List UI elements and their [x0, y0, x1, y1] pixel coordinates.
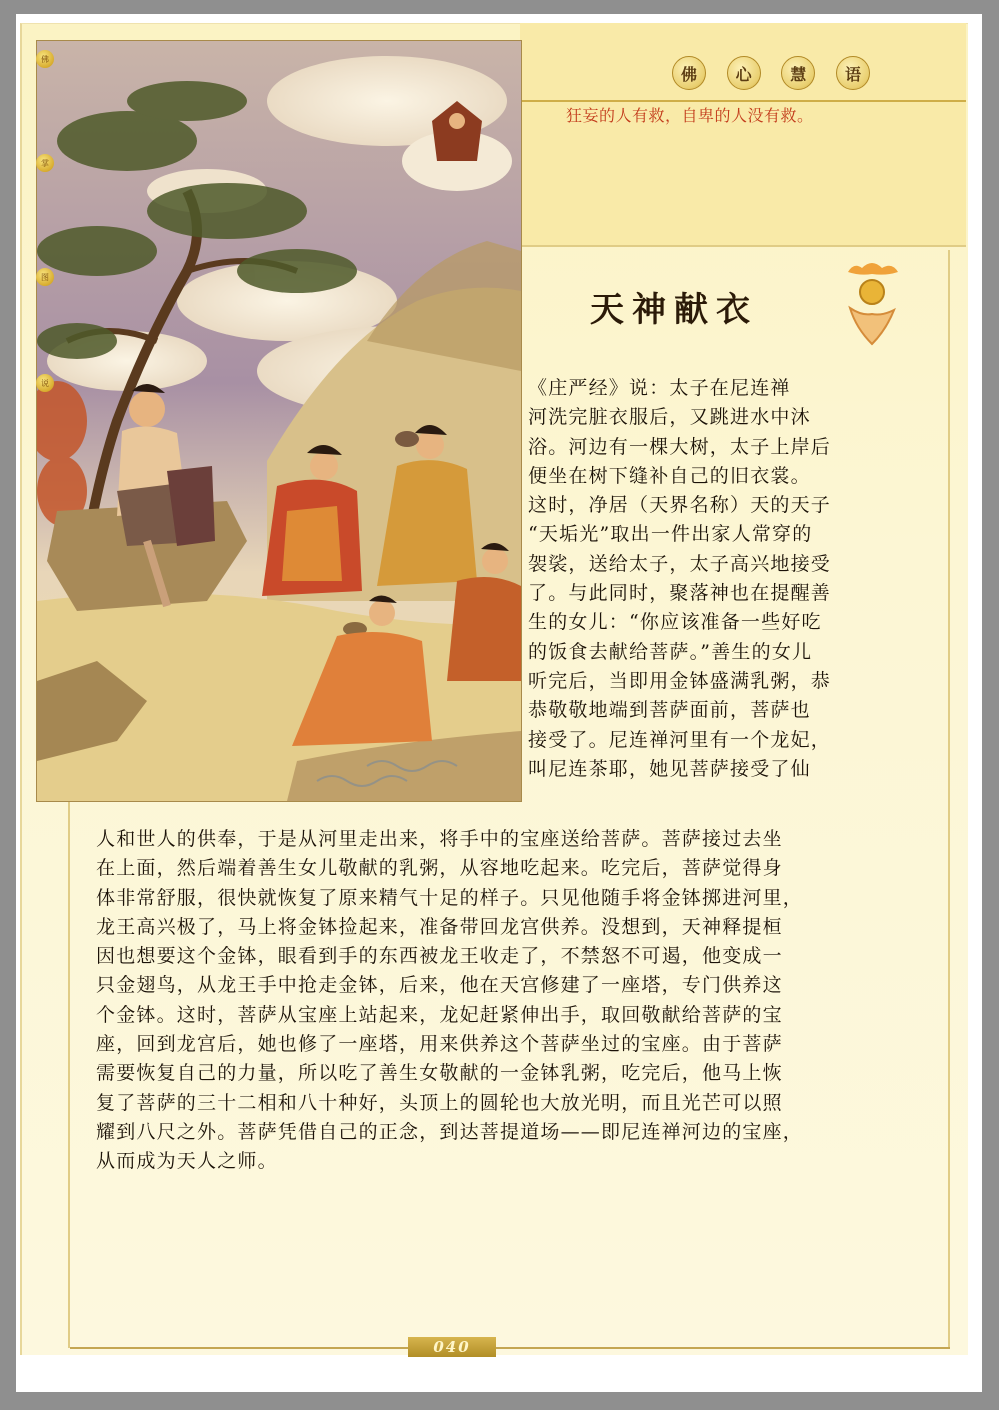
section-seals: [672, 56, 870, 90]
frame-line-left: [68, 800, 70, 1348]
text-line: 体非常舒服，很快就恢复了原来精气十足的样子。只见他随手将金钵掷进河里，: [96, 886, 804, 909]
text-line: 《庄严经》说：太子在尼连禅: [528, 377, 791, 399]
text-line: 在上面，然后端着善生女儿敬献的乳粥，从容地吃起来。吃完后，菩萨觉得身: [96, 857, 783, 880]
hand-lotus-icon: [842, 258, 902, 354]
text-line: 了。与此同时，聚落神也在提醒善: [528, 582, 832, 605]
text-line: 人和世人的供奉，于是从河里走出来，将手中的宝座送给菩萨。菩萨接过去坐: [96, 828, 783, 850]
article-full-width-text: [96, 825, 866, 1177]
header-rule: [520, 100, 966, 102]
side-label: 佛: [36, 50, 54, 68]
side-label-strip: [36, 40, 56, 400]
seal-badge: 慧: [781, 56, 815, 90]
text-line: 龙王高兴极了，马上将金钵捡起来，准备带回龙宫供养。没想到，天神释提桓: [96, 915, 783, 938]
text-line: 只金翅鸟，从龙王手中抢走金钵，后来，他在天宫修建了一座塔，专门供养这: [96, 974, 783, 997]
text-line: 河洗完脏衣服后，又跳进水中沐: [528, 406, 811, 429]
text-line: 接受了。尼连禅河里有一个龙妃，: [528, 728, 832, 751]
illustration: [36, 40, 522, 802]
side-label: 图: [36, 268, 54, 286]
text-line: 便坐在树下缝补自己的旧衣裳。: [528, 464, 811, 487]
text-line: 耀到八尺之外。菩萨凭借自己的正念，到达菩提道场——即尼连禅河边的宝座，: [96, 1120, 804, 1143]
frame-line-top: [520, 245, 966, 247]
text-line: 个金钵。这时，菩萨从宝座上站起来，龙妃赶紧伸出手，取回敬献给菩萨的宝: [96, 1003, 783, 1026]
text-line: 这时，净居（天界名称）天的天子: [528, 494, 832, 517]
text-line: “天垢光”取出一件出家人常穿的: [528, 523, 813, 546]
text-line: 的饭食去献给菩萨。”善生的女儿: [528, 640, 813, 663]
page-number: 040: [433, 1338, 471, 1356]
text-line: 恭敬敬地端到菩萨面前，菩萨也: [528, 699, 811, 722]
footer-rule: [70, 1347, 950, 1349]
article-column-text: [528, 374, 868, 784]
text-line: 听完后，当即用金钵盛满乳粥，恭: [528, 669, 832, 692]
motto-text: 狂妄的人有救，自卑的人没有救。: [566, 106, 814, 125]
text-line: 座，回到龙宫后，她也修了一座塔，用来供养这个菩萨坐过的宝座。由于菩萨: [96, 1033, 783, 1056]
text-line: 复了菩萨的三十二相和八十种好，头顶上的圆轮也大放光明，而且光芒可以照: [96, 1091, 783, 1114]
article-title: 天神献衣: [590, 290, 758, 330]
side-label: 说: [36, 374, 54, 392]
text-line: 浴。河边有一棵大树，太子上岸后: [528, 435, 832, 458]
painting-art: [37, 41, 521, 801]
side-label: 掌: [36, 154, 54, 172]
text-line: 需要恢复自己的力量，所以吃了善生女敬献的一金钵乳粥，吃完后，他马上恢: [96, 1062, 783, 1085]
text-line: 生的女儿：“你应该准备一些好吃: [528, 611, 822, 634]
text-line: 叫尼连茶耶，她见菩萨接受了仙: [528, 757, 811, 780]
page-number-badge: [408, 1337, 496, 1357]
seal-badge: 心: [727, 56, 761, 90]
text-line: 因也想要这个金钵，眼看到手的东西被龙王收走了，不禁怒不可遏，他变成一: [96, 945, 783, 968]
seal-badge: 语: [836, 56, 870, 90]
text-line: 袈裟，送给太子，太子高兴地接受: [528, 552, 832, 575]
text-line: 从而成为天人之师。: [96, 1150, 278, 1173]
seal-badge: 佛: [672, 56, 706, 90]
frame-line-right: [948, 250, 950, 1348]
